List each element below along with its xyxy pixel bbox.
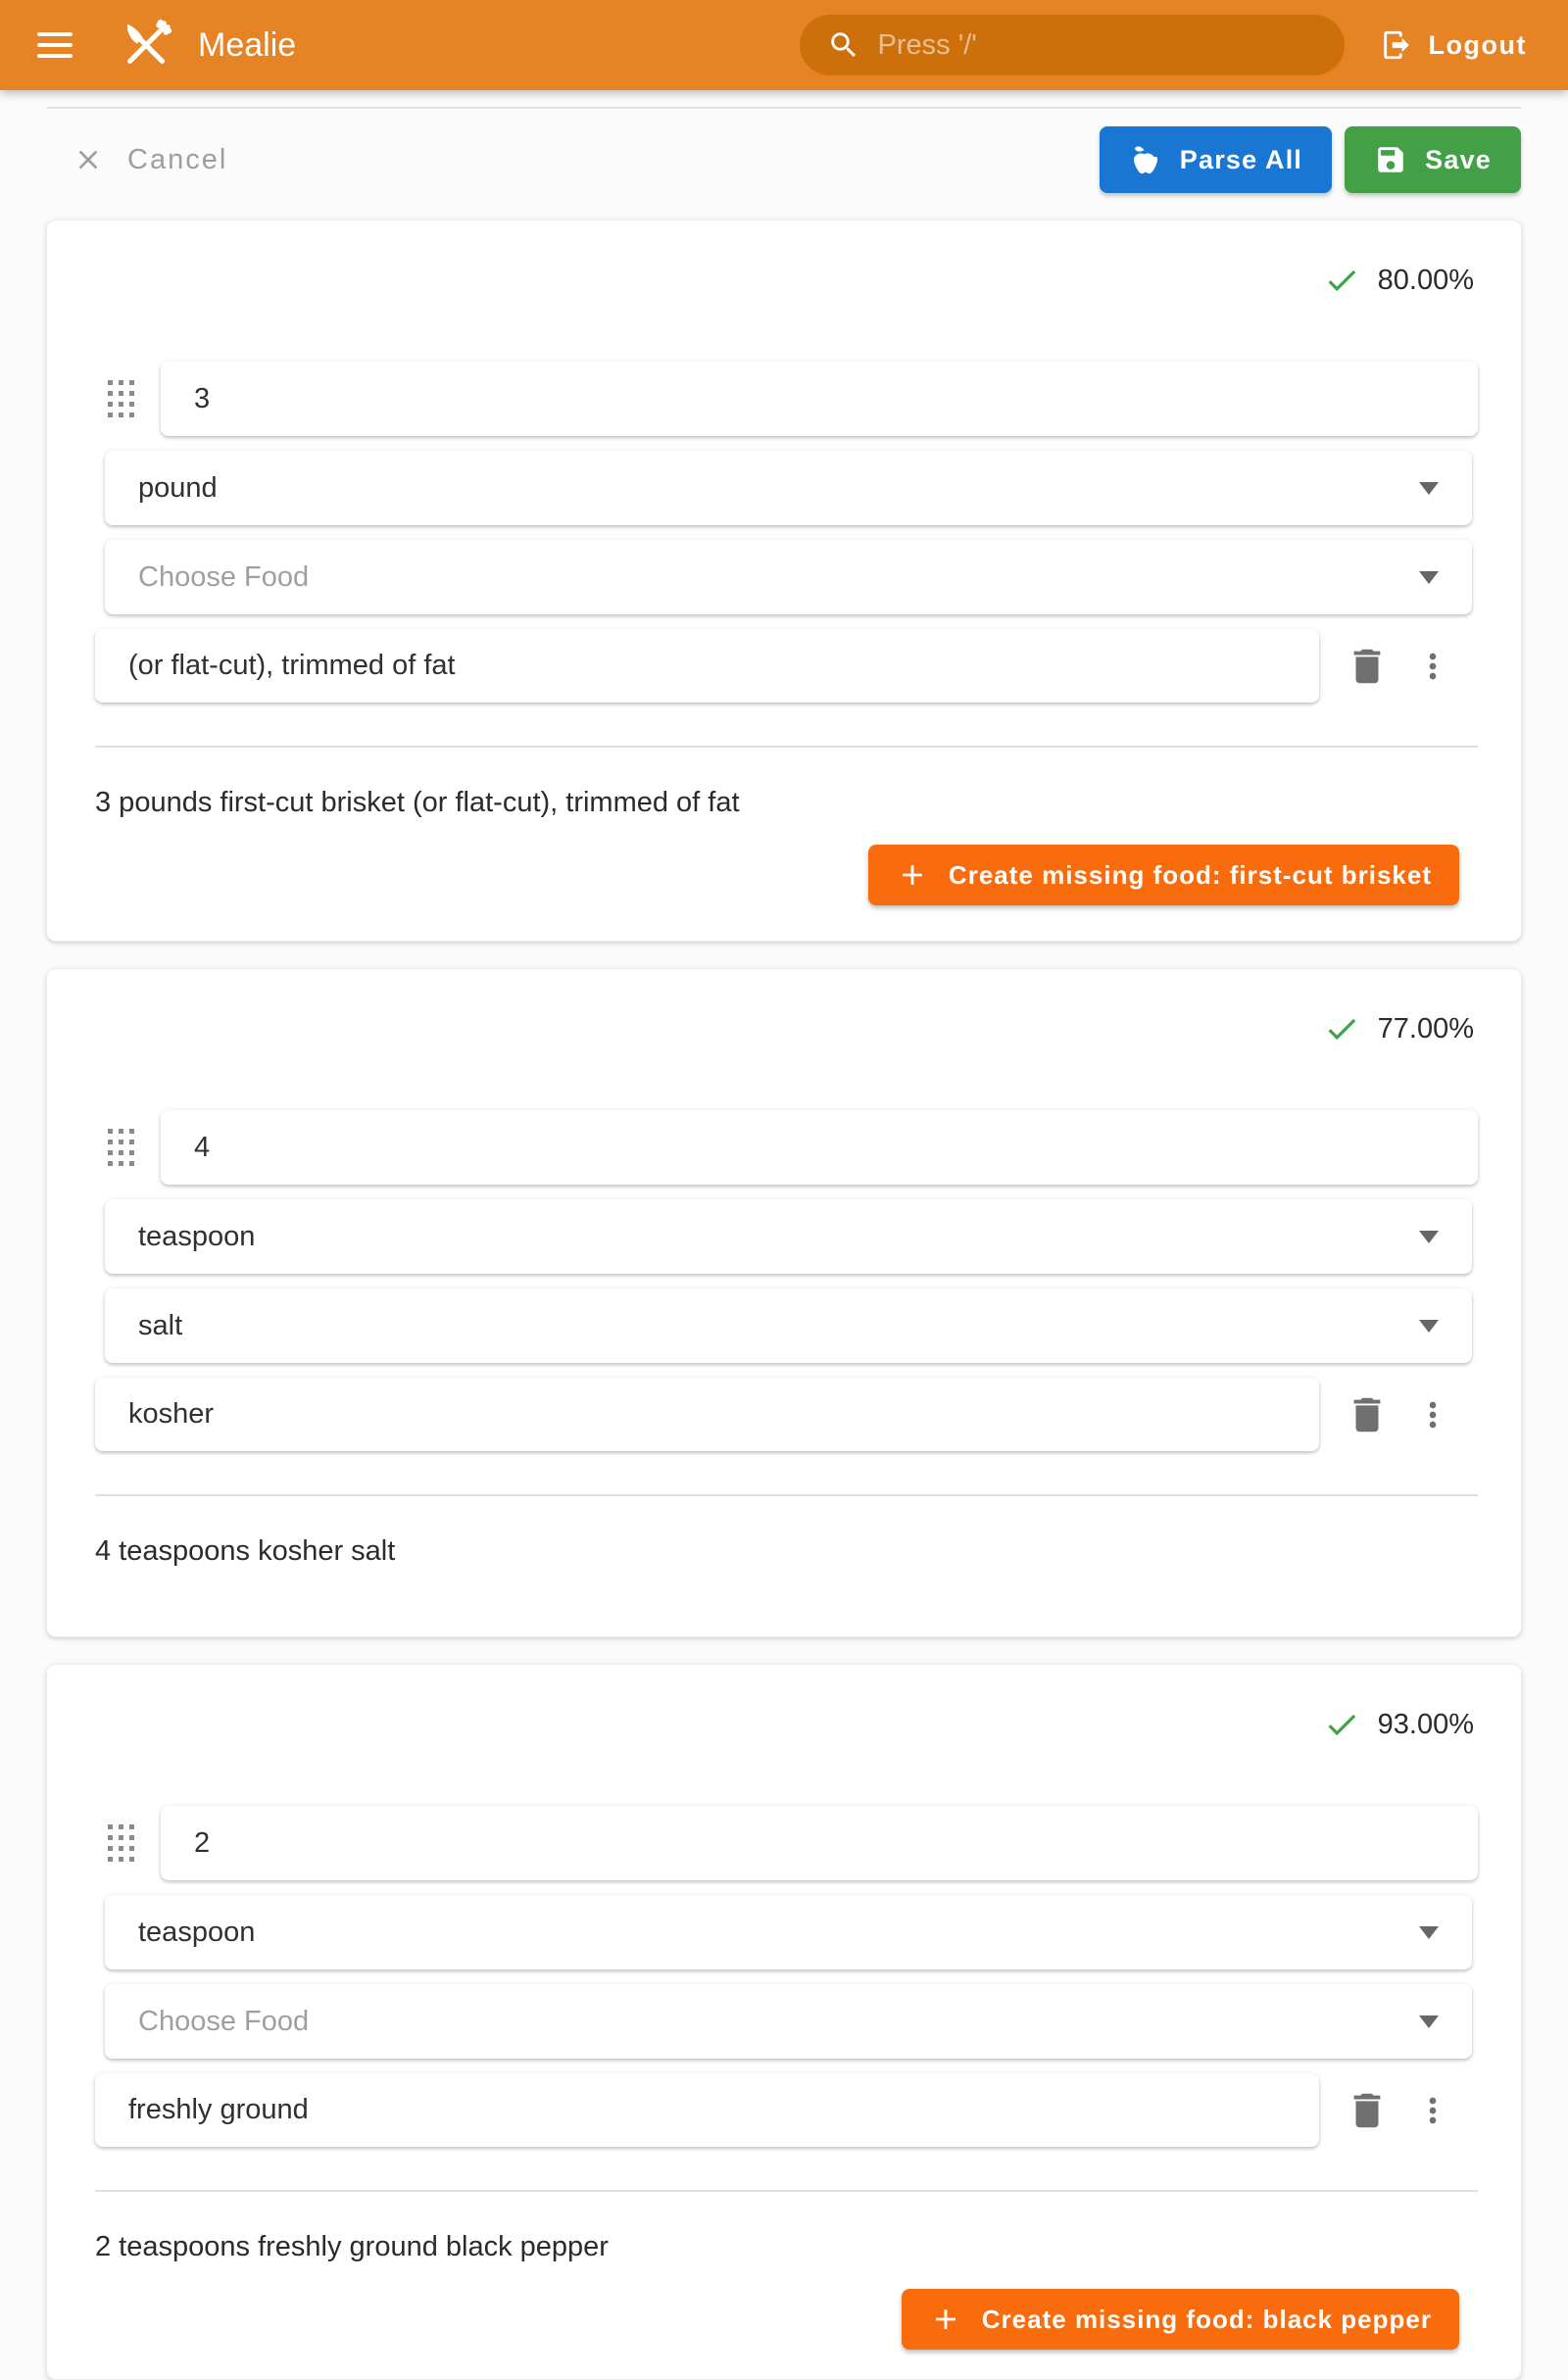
drag-handle-icon[interactable] — [108, 380, 135, 417]
save-icon — [1374, 143, 1407, 176]
trash-icon — [1345, 2088, 1390, 2133]
trash-icon — [1345, 644, 1390, 689]
confidence-value: 80.00% — [1377, 264, 1474, 296]
food-select[interactable] — [105, 1984, 1472, 2059]
quantity-input[interactable] — [161, 1110, 1478, 1185]
note-value: freshly ground — [128, 2094, 309, 2125]
cancel-label: Cancel — [127, 143, 228, 175]
search-placeholder: Press '/' — [877, 28, 977, 61]
create-missing-food-button[interactable] — [902, 2289, 1459, 2350]
trash-icon — [1345, 1392, 1390, 1437]
check-icon — [1323, 1706, 1360, 1743]
confidence-value: 93.00% — [1377, 1708, 1474, 1740]
plus-icon — [929, 2303, 962, 2336]
quantity-value: 4 — [194, 1131, 211, 1163]
unit-select[interactable] — [105, 451, 1472, 525]
divider — [95, 2190, 1478, 2192]
check-icon — [1323, 1010, 1360, 1047]
save-label: Save — [1425, 144, 1492, 174]
drag-handle-icon[interactable] — [108, 1129, 135, 1166]
food-placeholder: Choose Food — [138, 560, 310, 593]
chevron-down-icon — [1419, 1926, 1439, 1939]
divider — [95, 746, 1478, 748]
note-value: (or flat-cut), trimmed of fat — [128, 650, 456, 681]
mealie-logo-icon — [118, 17, 174, 73]
search-icon — [827, 28, 860, 62]
chevron-down-icon — [1419, 571, 1439, 584]
food-select[interactable] — [105, 540, 1472, 614]
menu-icon[interactable] — [37, 32, 73, 58]
apple-icon — [1129, 143, 1162, 176]
kebab-menu-icon — [1413, 1395, 1452, 1434]
chevron-down-icon — [1419, 1320, 1439, 1333]
close-icon — [73, 144, 104, 175]
quantity-input[interactable] — [161, 1806, 1478, 1880]
logout-icon — [1380, 28, 1413, 62]
delete-button[interactable] — [1345, 644, 1390, 689]
delete-button[interactable] — [1345, 2088, 1390, 2133]
quantity-input[interactable] — [161, 362, 1478, 436]
ingredient-card — [46, 219, 1522, 942]
quantity-value: 3 — [194, 382, 211, 414]
kebab-menu-icon — [1413, 647, 1452, 686]
confidence-row — [47, 969, 1521, 1047]
app-title: Mealie — [198, 25, 297, 64]
more-options-button[interactable] — [1413, 1395, 1452, 1434]
drag-handle-icon[interactable] — [108, 1824, 135, 1862]
more-options-button[interactable] — [1413, 2091, 1452, 2130]
toolbar — [47, 107, 1521, 193]
original-ingredient-text: 3 pounds first-cut brisket (or flat-cut), trimmed of fat — [95, 787, 740, 818]
unit-select[interactable] — [105, 1199, 1472, 1274]
note-input[interactable] — [95, 1378, 1319, 1451]
parser-page — [0, 90, 1568, 2380]
note-value: kosher — [128, 1398, 215, 1430]
app-bar — [0, 0, 1568, 90]
divider — [95, 1494, 1478, 1496]
confidence-row — [47, 1665, 1521, 1743]
original-ingredient-text: 2 teaspoons freshly ground black pepper — [95, 2231, 609, 2262]
note-input[interactable] — [95, 629, 1319, 703]
ingredient-card — [46, 968, 1522, 1637]
unit-value: teaspoon — [138, 1220, 256, 1252]
original-ingredient-text: 4 teaspoons kosher salt — [95, 1535, 396, 1567]
kebab-menu-icon — [1413, 2091, 1452, 2130]
cancel-button[interactable] — [73, 144, 227, 176]
parse-all-label: Parse All — [1179, 144, 1303, 174]
ingredient-card — [46, 1664, 1522, 2380]
delete-button[interactable] — [1345, 1392, 1390, 1437]
create-missing-food-label: Create missing food: black pepper — [981, 2304, 1432, 2334]
create-missing-food-button[interactable] — [868, 845, 1459, 905]
parse-all-button[interactable] — [1100, 126, 1332, 193]
search-input[interactable] — [800, 15, 1345, 75]
save-button[interactable] — [1345, 126, 1521, 193]
unit-value: pound — [138, 471, 218, 504]
note-input[interactable] — [95, 2073, 1319, 2147]
chevron-down-icon — [1419, 482, 1439, 495]
food-placeholder: Choose Food — [138, 2005, 310, 2037]
confidence-value: 77.00% — [1377, 1012, 1474, 1044]
logout-button[interactable] — [1380, 28, 1527, 62]
confidence-row — [47, 220, 1521, 299]
logout-label: Logout — [1428, 29, 1527, 60]
check-icon — [1323, 262, 1360, 299]
food-select[interactable] — [105, 1288, 1472, 1363]
unit-value: teaspoon — [138, 1916, 256, 1948]
quantity-value: 2 — [194, 1826, 211, 1859]
unit-select[interactable] — [105, 1895, 1472, 1969]
plus-icon — [896, 858, 929, 892]
more-options-button[interactable] — [1413, 647, 1452, 686]
chevron-down-icon — [1419, 2016, 1439, 2028]
create-missing-food-label: Create missing food: first-cut brisket — [948, 859, 1432, 890]
chevron-down-icon — [1419, 1231, 1439, 1243]
food-value: salt — [138, 1309, 183, 1341]
